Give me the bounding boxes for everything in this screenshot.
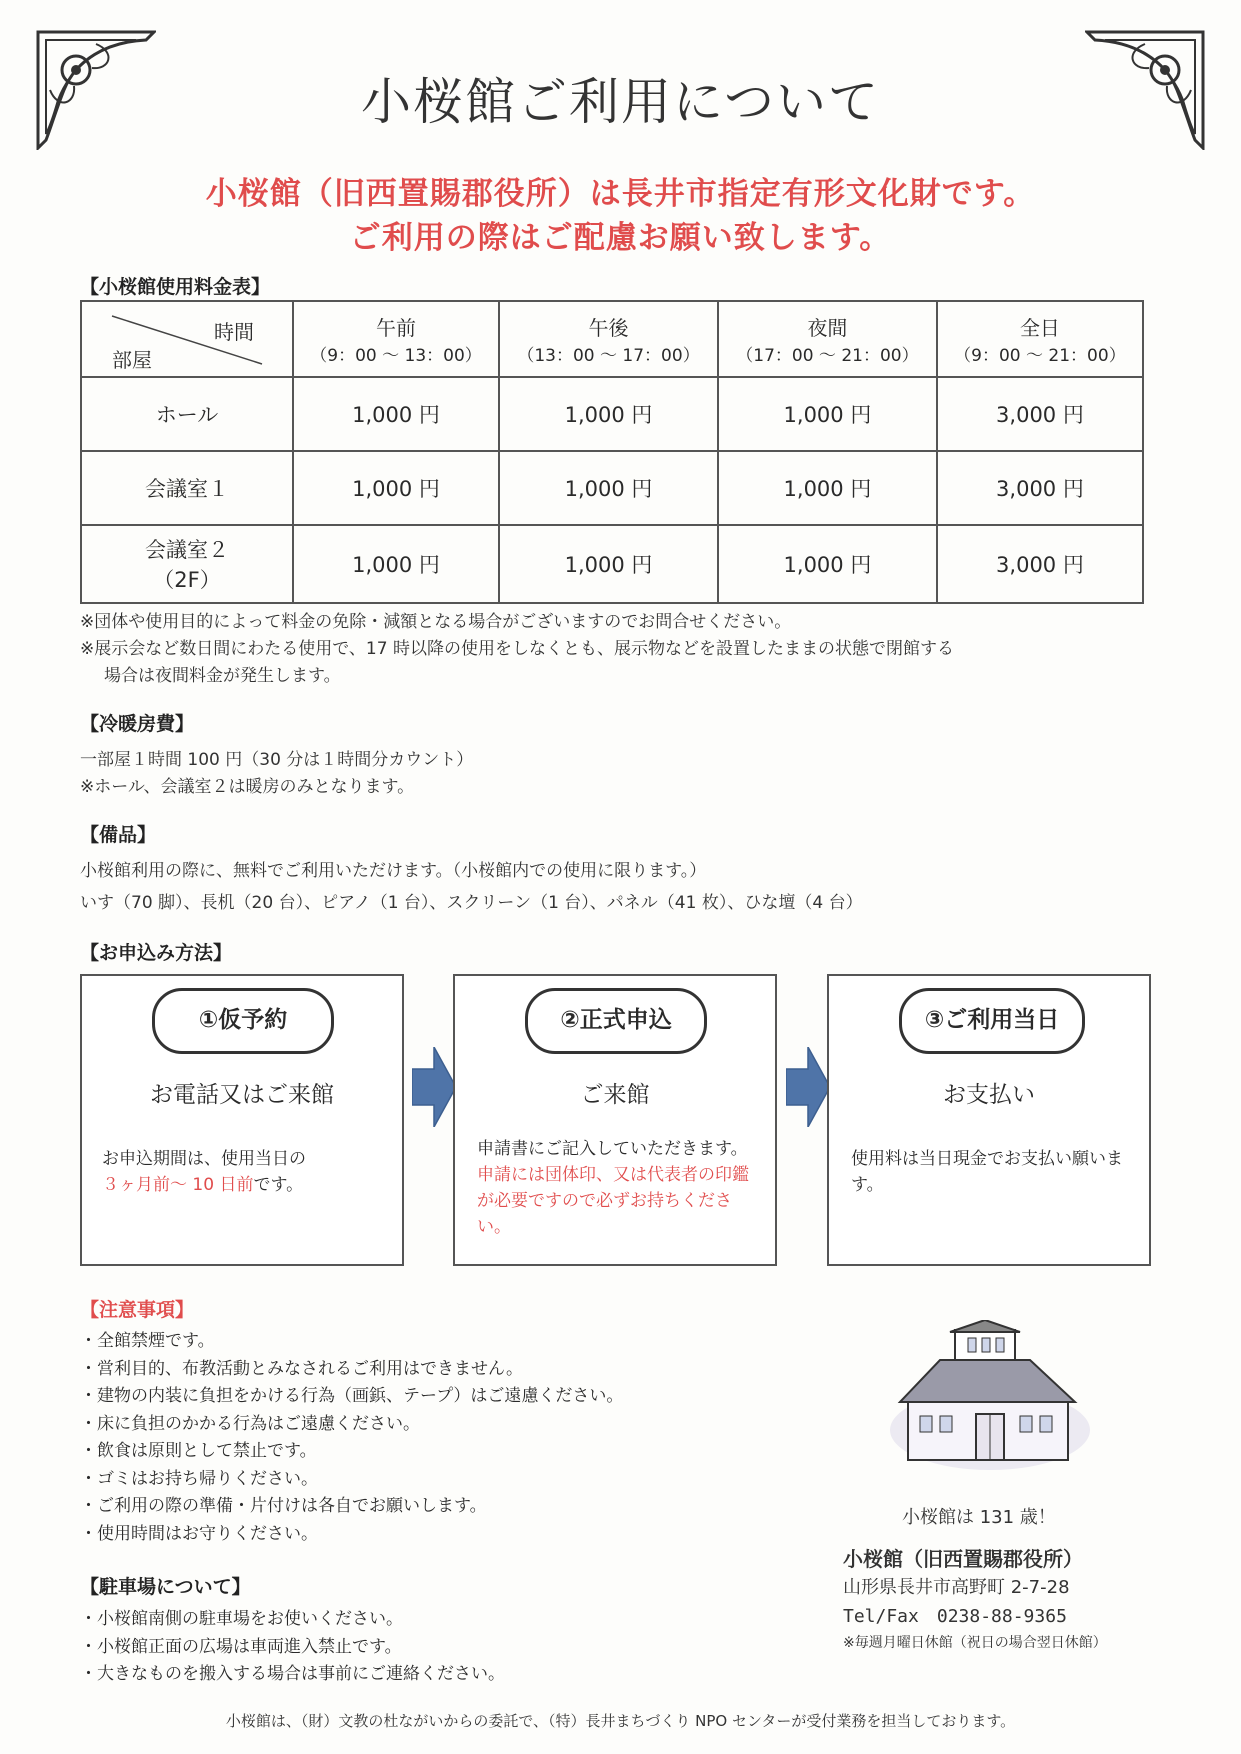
equipment-line-2: いす（70 脚）、長机（20 台）、ピアノ（1 台）、スクリーン（1 台）、パネル（41 枚）、ひな壇（4 台） (80, 893, 863, 913)
step-box-1 (80, 974, 404, 1266)
page-title: 小桜館ご利用について (361, 73, 880, 131)
fee-note-1: ※団体や使用目的によって料金の免除・減額となる場合がございますのでお問合せください。 (80, 612, 792, 632)
parking-list (80, 1606, 505, 1689)
list-item: ・床に負担のかかる行為はご遠慮ください。 (80, 1413, 420, 1434)
list-item: ・全館禁煙です。 (80, 1331, 215, 1351)
fee-table-corner (81, 301, 293, 377)
price-cell: 1,000 円 (718, 451, 937, 525)
price-cell: 1,000 円 (499, 377, 718, 451)
column-header-morning: 午前 （9：00 ～ 13：00） (293, 301, 499, 377)
price-cell: 1,000 円 (293, 525, 499, 603)
facility-name: 小桜館（旧西置賜郡役所） (843, 1547, 1083, 1571)
list-item: ・ご利用の際の準備・片付けは各自でお願いします。 (80, 1496, 487, 1516)
column-header-afternoon: 午後 （13：00 ～ 17：00） (499, 301, 718, 377)
list-item: ・飲食は原則として禁止です。 (80, 1441, 317, 1461)
list-item: ・建物の内装に負担をかける行為（画鋲、テープ）はご遠慮ください。 (80, 1386, 624, 1406)
heating-line-2: ※ホール、会議室２は暖房のみとなります。 (80, 777, 415, 797)
heating-heading: 【冷暖房費】 (80, 713, 195, 735)
corner-room-label: 部屋 (112, 348, 152, 372)
fee-table (80, 300, 1144, 604)
facility-tel: Tel/Fax 0238-88-9365 (843, 1606, 1067, 1627)
fee-note-2: ※展示会など数日間にわたる使用で、17 時以降の使用をしなくとも、展示物などを設置したままの状態で閉館する (80, 639, 954, 659)
price-cell: 1,000 円 (293, 377, 499, 451)
list-item: ・営利目的、布教活動とみなされるご利用はできません。 (80, 1358, 524, 1379)
notice-line-1: 小桜館（旧西置賜郡役所）は長井市指定有形文化財です。 (205, 176, 1036, 212)
heating-line-1: 一部屋１時間 100 円（30 分は１時間分カウント） (80, 750, 474, 770)
column-header-evening: 夜間 （17：00 ～ 21：00） (718, 301, 937, 377)
step-pill-1: ①仮予約 (152, 988, 334, 1054)
closed-note: ※毎週月曜日休館（祝日の場合翌日休館） (843, 1635, 1107, 1651)
column-header-allday: 全日 （9：00 ～ 21：00） (937, 301, 1143, 377)
apply-heading: 【お申込み方法】 (80, 942, 233, 964)
step-desc-2: 申請書にご記入していただきます。申請には団体印、又は代表者の印鑑が必要ですので必ずお持ちください。 (477, 1139, 749, 1237)
list-item: ・小桜館南側の駐車場をお使いください。 (80, 1609, 403, 1629)
list-item: ・小桜館正面の広場は車両進入禁止です。 (80, 1636, 402, 1657)
list-item: ・使用時間はお守りください。 (80, 1523, 318, 1544)
price-cell: 1,000 円 (293, 451, 499, 525)
corner-time-label: 時間 (214, 320, 254, 344)
room-name: ホール (81, 377, 293, 451)
price-cell: 3,000 円 (937, 451, 1143, 525)
price-cell: 1,000 円 (499, 451, 718, 525)
footer-note: 小桜館は、（財）文教の杜ながいからの委託で、（特）長井まちづくり NPO センターが受付業務を担当しております。 (225, 1712, 1016, 1730)
step-main-1: お電話又はご来館 (150, 1082, 334, 1108)
caution-list (80, 1328, 623, 1548)
price-cell: 1,000 円 (718, 525, 937, 603)
age-text: 小桜館は 131 歳！ (902, 1507, 1056, 1528)
step-main-2: ご来館 (580, 1082, 650, 1108)
price-cell: 3,000 円 (937, 377, 1143, 451)
room-name: 会議室２ （2F） (81, 525, 293, 603)
step-box-2 (453, 974, 777, 1266)
building-illustration (880, 1320, 1090, 1480)
price-cell: 1,000 円 (499, 525, 718, 603)
fee-note-3: 場合は夜間料金が発生します。 (104, 666, 341, 686)
step-pill-2: ②正式申込 (525, 988, 707, 1054)
table-row (81, 377, 1143, 451)
price-cell: 1,000 円 (718, 377, 937, 451)
step-pill-3: ③ご利用当日 (899, 988, 1085, 1054)
table-row (81, 451, 1143, 525)
room-name: 会議室１ (81, 451, 293, 525)
arrow-right-icon (412, 1047, 456, 1127)
facility-address: 山形県長井市高野町 2-7-28 (843, 1577, 1070, 1598)
caution-heading: 【注意事項】 (80, 1299, 195, 1321)
equipment-line-1: 小桜館利用の際に、無料でご利用いただけます。（小桜館内での使用に限ります。） (80, 861, 707, 881)
arrow-right-icon (786, 1047, 830, 1127)
table-row (81, 525, 1143, 603)
step-main-3: お支払い (943, 1082, 1035, 1108)
parking-heading: 【駐車場について】 (80, 1576, 251, 1598)
price-cell: 3,000 円 (937, 525, 1143, 603)
notice-line-2: ご利用の際はご配慮お願い致します。 (349, 220, 892, 256)
fee-table-heading: 【小桜館使用料金表】 (80, 276, 271, 298)
list-item: ・大きなものを搬入する場合は事前にご連絡ください。 (80, 1664, 505, 1684)
step-desc-1: お申込期間は、使用当日の ３ヶ月前～ 10 日前です。 (102, 1149, 306, 1195)
step-box-3 (827, 974, 1151, 1266)
list-item: ・ゴミはお持ち帰りください。 (80, 1468, 318, 1489)
equipment-heading: 【備品】 (80, 824, 157, 846)
step-desc-3: 使用料は当日現金でお支払い願います。 (851, 1149, 1123, 1195)
